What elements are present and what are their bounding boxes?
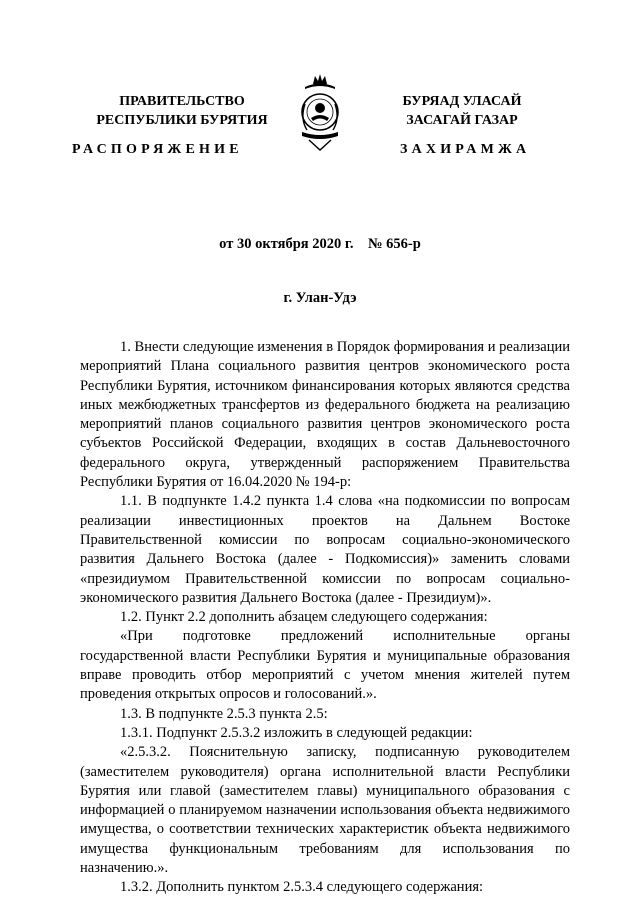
document-number: № 656-р [367, 236, 421, 252]
body-paragraph: «2.5.3.2. Пояснительную записку, подписанную руководителем (заместителем руководителя) органа исполнительной власти Республики Бурятия или главой (заместителем главы) муниципального образования с информацией о планируемом назначении использования объекта недвижимого имущества, о соответствии технических характеристик объекта недвижимого имущества функциональным требованиям для использования по назначению.». [80, 744, 570, 877]
document-type-ru: РАСПОРЯЖЕНИЕ [72, 142, 243, 157]
body-paragraph: 1.3.1. Подпункт 2.5.3.2 изложить в следующей редакции: [120, 724, 473, 741]
government-name-bur-line1: БУРЯАД УЛАСАЙ [402, 94, 522, 109]
government-name-ru-line2: РЕСПУБЛИКИ БУРЯТИЯ [96, 113, 268, 128]
government-name-ru-line1: ПРАВИТЕЛЬСТВО [119, 94, 245, 109]
body-paragraph: «При подготовке предложений исполнительные органы государственной власти Республики Бурятия и муниципальные образования вправе проводить отбор мероприятий с учетом мнения жителей путем проведения открытых опросов и голосований.». [80, 628, 570, 703]
document-date: от 30 октября 2020 г. [219, 236, 354, 252]
government-name-bur-line2: ЗАСАГАЙ ГАЗАР [406, 113, 518, 128]
government-name-bur [352, 92, 572, 130]
document-body [80, 338, 570, 898]
body-paragraph: 1.2. Пункт 2.2 дополнить абзацем следующего содержания: [120, 609, 488, 626]
body-paragraph: 1.1. В подпункте 1.4.2 пункта 1.4 слова «на подкомиссии по вопросам реализации инвестиционных проектов на Дальнем Востоке Правительственной комиссии по вопросам социально-экономического развития Дальнего Востока (далее - Подкомиссия)» заменить словами «президиумом Правительственной комиссии по вопросам социально-экономического развития Дальнего Востока (далее - Президиум)». [80, 493, 570, 606]
government-name-ru [72, 92, 292, 130]
body-paragraph: 1.3.2. Дополнить пунктом 2.5.3.4 следующего содержания: [120, 879, 484, 896]
document-type-bur: ЗАХИРАМЖА [400, 142, 531, 157]
date-number-line [0, 236, 640, 253]
body-paragraph: 1. Внести следующие изменения в Порядок формирования и реализации мероприятий Плана социального развития центров экономического роста Республики Бурятия, источником финансирования которых являются средства иных межбюджетных трансфертов из федерального бюджета на реализацию мероприятий планов социального развития центров экономического роста субъектов Российской Федерации, входящих в состав Дальневосточного федерального округа, утвержденный распоряжением Правительства Республики Бурятия от 16.04.2020 № 194-р: [80, 339, 570, 491]
body-paragraph: 1.3. В подпункте 2.5.3 пункта 2.5: [120, 705, 328, 722]
document-city: г. Улан-Удэ [283, 290, 357, 306]
coat-of-arms-emblem-icon [297, 74, 343, 152]
